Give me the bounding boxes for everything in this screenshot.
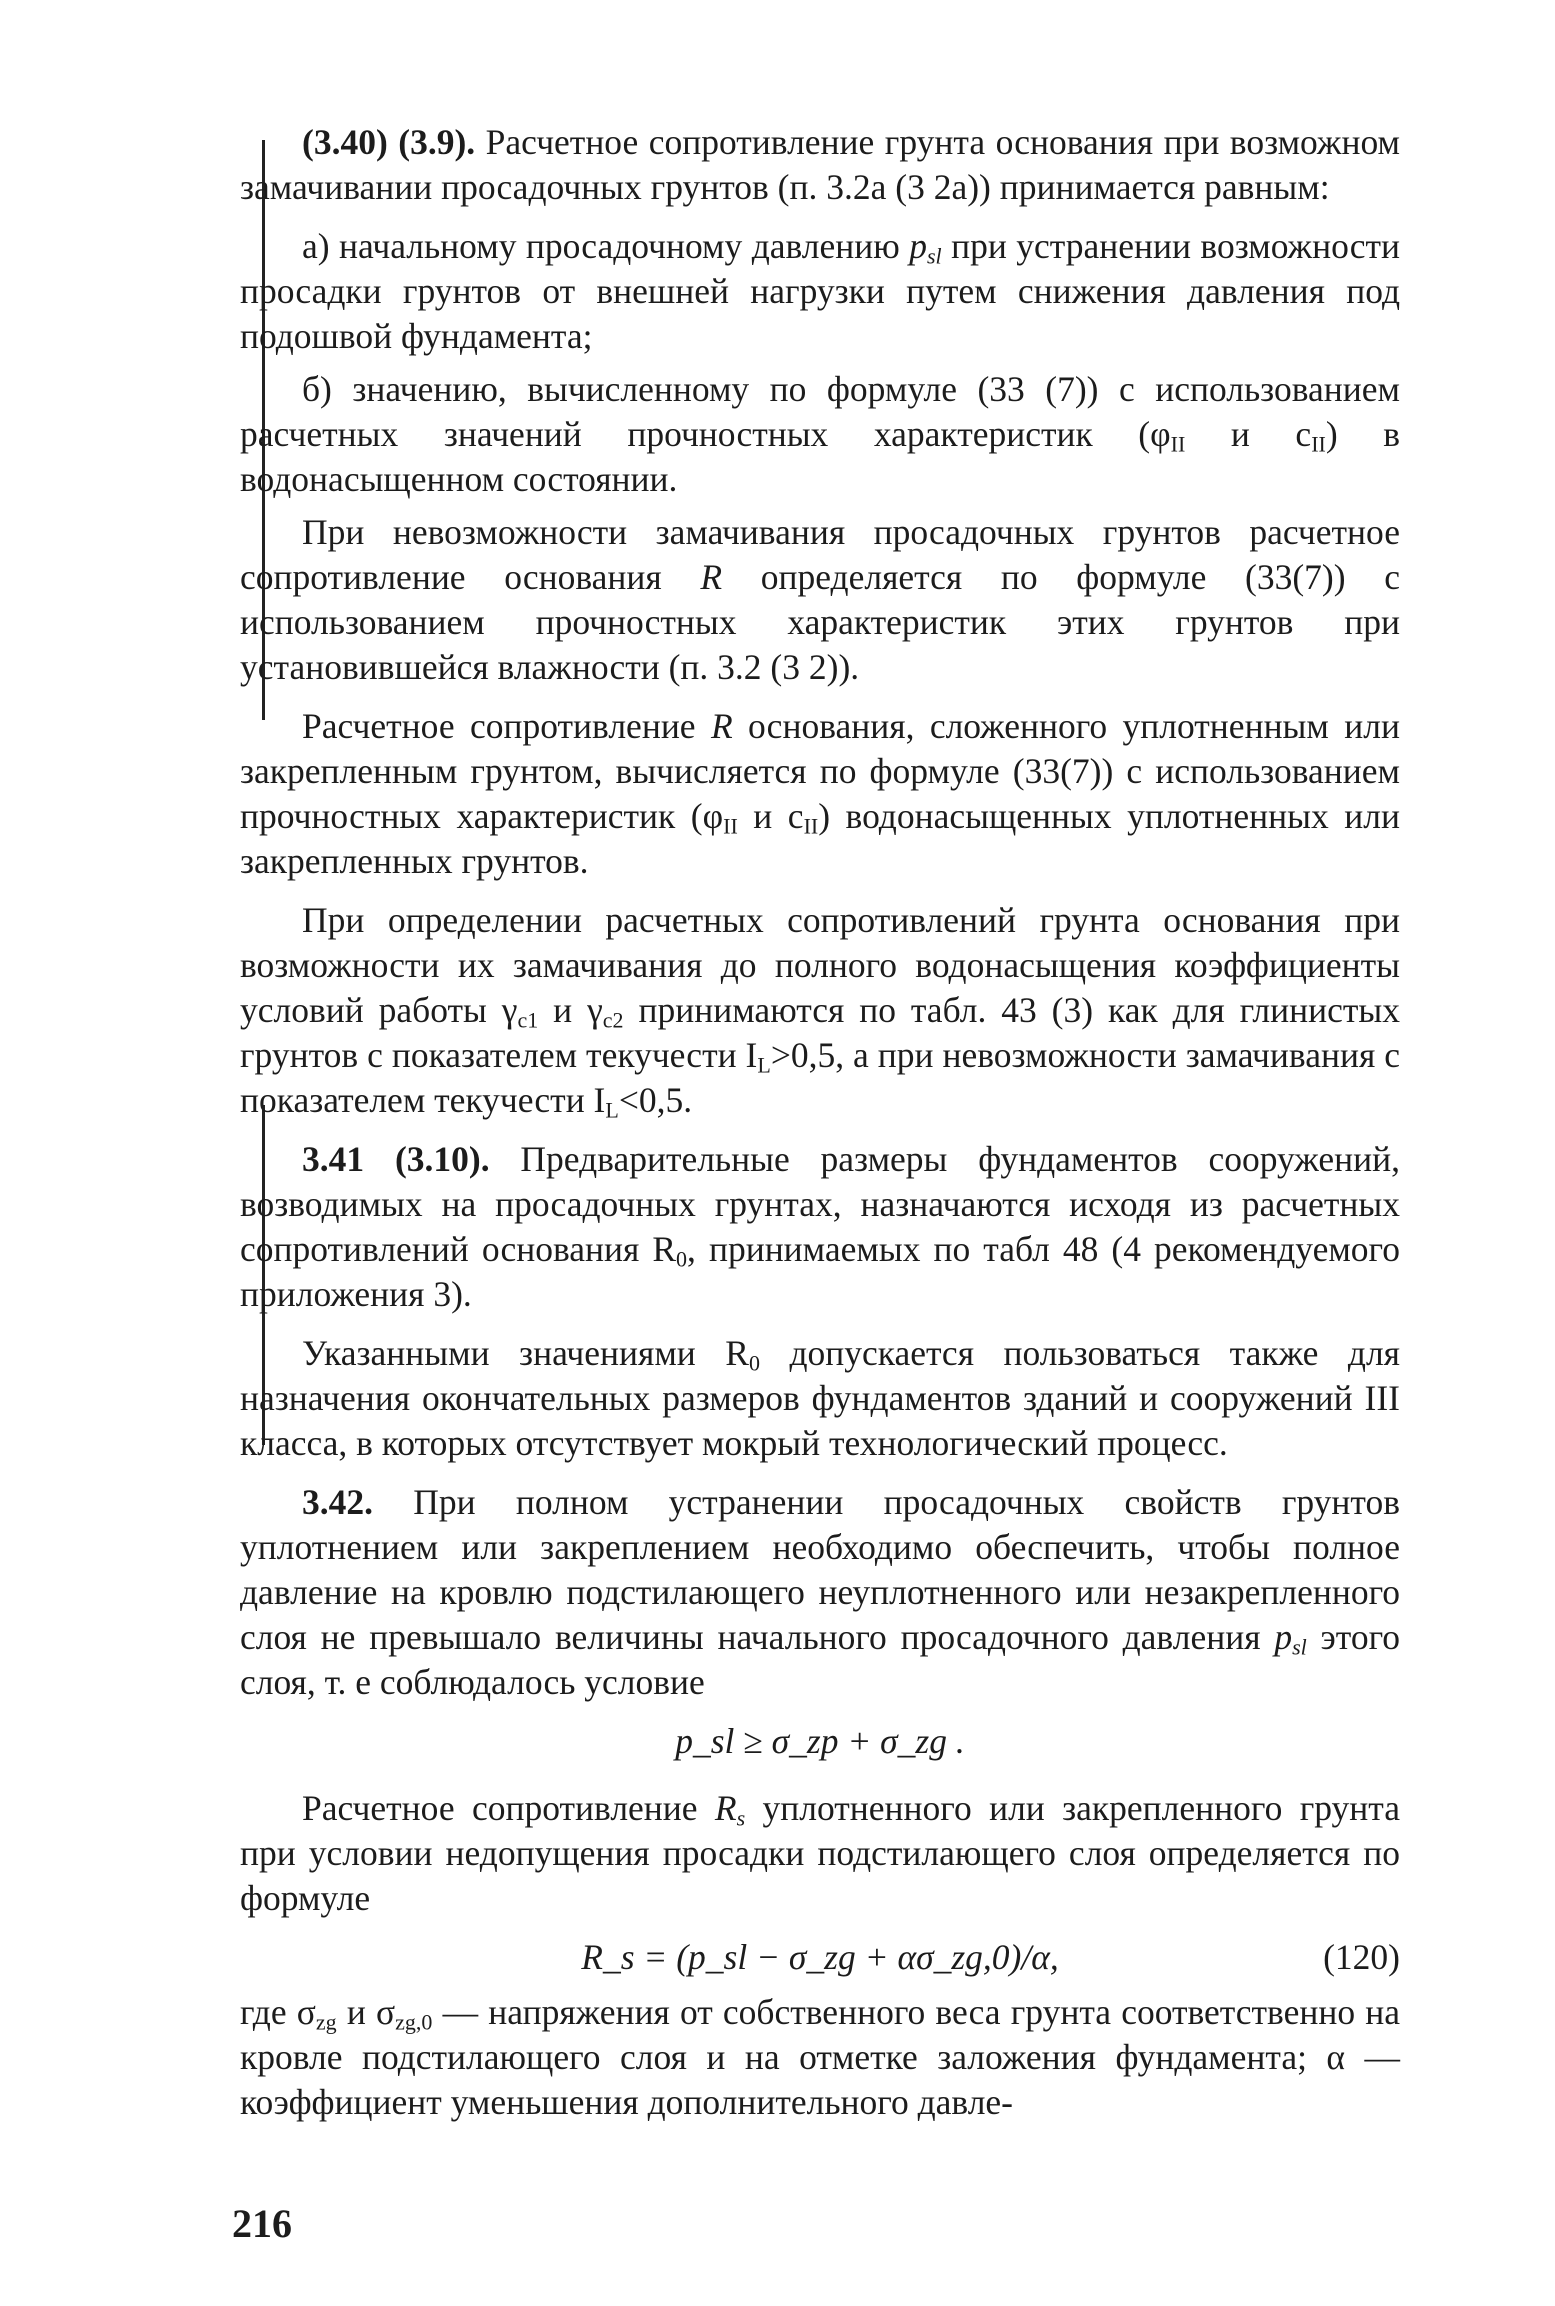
paragraph-3-40-b: б) значению, вычисленному по формуле (33 (7)) с использованием расчетных значений прочностных характеристик ($\varphi_{II}$ и $c_{II}$) в водонасыщенном состоянии. [240, 369, 1400, 499]
formula-expression: R_s = (p_sl − σ_zg + ασ_zg,0)/α, [581, 1937, 1059, 1977]
section-number: 3.41 (3.10). [302, 1139, 490, 1179]
paragraph-3-42: 3.42. При полном устранении просадочных свойств грунтов уплотнением или закреплением необходимо обеспечить, чтобы полное давление на кровлю подстилающего неуплотненного или незакрепленного слоя не превышало величины начального просадочного давления $p_{sl}$ этого слоя, т. е соблюдалось условие [240, 1482, 1400, 1702]
page-number: 216 [232, 2201, 292, 2246]
paragraph-coefficients: При определении расчетных сопротивлений грунта основания при возможности их замачивания до полного водонасыщения коэффициенты условий работы $\gamma_{c1}$ и $\gamma_{c2}$ принимаются по табл. 43 (3) как для глинистых грунтов с показателем текучести $I_L>0,5$, а при невозможности замачивания с показателем текучести $I_L<0,5$. [240, 900, 1400, 1123]
paragraph-rs: Расчетное сопротивление $R_s$ уплотненного или закрепленного грунта при условии недопущения просадки подстилающего слоя определяется по формуле [240, 1788, 1400, 1918]
paragraph-3-40: (3.40) (3.9). Расчетное сопротивление грунта основания при возможном замачивании просадочных грунтов (п. 3.2а (3 2а)) принимается равным: [240, 122, 1400, 207]
paragraph-compacted-soil: Расчетное сопротивление R основания, сложенного уплотненным или закрепленным грунтом, вычисляется по формуле (33(7)) с использованием прочностных характеристик ($\varphi_{II}$ и $c_{II}$) водонасыщенных уплотненных или закрепленных грунтов. [240, 706, 1400, 881]
paragraph-3-40-a: а) начальному просадочному давлению $p_{sl}$ при устранении возможности просадки грунтов от внешней нагрузки путем снижения давления под подошвой фундамента; [240, 226, 1400, 356]
section-number: 3.42. [302, 1482, 373, 1522]
paragraph-3-41: 3.41 (3.10). Предварительные размеры фундаментов сооружений, возводимых на просадочных грунтах, назначаются исходя из расчетных сопротивлений основания $R_0$, принимаемых по табл 48 (4 рекомендуемого приложения 3). [240, 1139, 1400, 1314]
paragraph-3-41-b: Указанными значениями $R_0$ допускается пользоваться также для назначения окончательных размеров фундаментов зданий и сооружений III класса, в которых отсутствует мокрый технологический процесс. [240, 1333, 1400, 1463]
formula-number: (120) [1323, 1937, 1400, 1977]
formula-condition: p_sl ≥ σ_zp + σ_zg . [675, 1721, 965, 1761]
section-number: (3.40) (3.9). [302, 122, 476, 162]
formula-120 [240, 1935, 1400, 1980]
document-body [240, 120, 1400, 2139]
paragraph-3-40-c: При невозможности замачивания просадочных грунтов расчетное сопротивление основания R определяется по формуле (33(7)) с использованием прочностных характеристик этих грунтов при установившейся влажности (п. 3.2 (3 2)). [240, 512, 1400, 687]
paragraph-where: где $\sigma_{zg}$ и $\sigma_{zg,0}$ — напряжения от собственного веса грунта соответственно на кровле подстилающего слоя и на отметке заложения фундамента; α — коэффициент уменьшения дополнительного давле- [240, 1992, 1401, 2122]
